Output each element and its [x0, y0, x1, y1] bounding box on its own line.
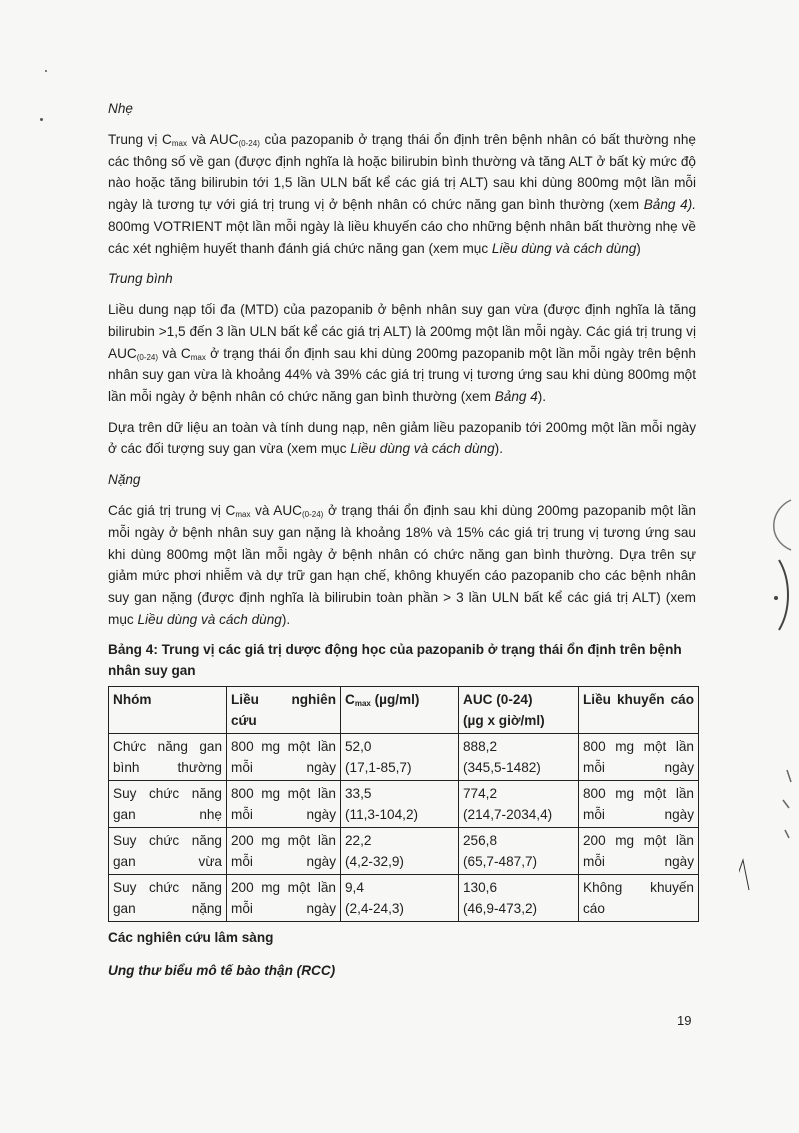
cell-cmax: [341, 734, 459, 781]
table-row: [109, 734, 699, 781]
header-cmax: [341, 687, 459, 734]
text-run: C: [345, 692, 355, 708]
paragraph-moderate-dose: [108, 417, 696, 460]
italic-reference: Bảng 4).: [643, 197, 697, 213]
paragraph-mild: [108, 129, 696, 259]
text-run: 800mg VOTRIENT một lần mỗi ngày là liều khuyến cáo cho những bệnh nhân bất thường nhẹ về các xét nghiệm huyết thanh đánh giá chức năng gan (xem mục: [108, 218, 696, 256]
text-run: ở trạng thái ổn định sau khi dùng 200mg pazopanib một lần mỗi ngày trên bệnh nhân suy gan vừa là khoảng 44% và 39% các giá trị trung vị tương ứng sau khi dùng 800mg một lần mỗi ngày ở bệnh nhân có chức năng gan bình thường (xem: [108, 345, 696, 405]
italic-reference: Liều dùng và cách dùng: [350, 441, 495, 457]
text-run: Liều dung nạp tối đa (MTD) của pazopanib ở bệnh nhân suy gan vừa (được định nghĩa là tăng bilirubin >1,5 đến 3 lần ULN bất kể các giá trị ALT) là 200mg một lần mỗi ngày. Các giá trị trung vị AUC: [108, 302, 696, 361]
cell-group: Suy chức năng gan nhẹ: [109, 781, 227, 828]
section-heading-mild: Nhẹ: [108, 101, 133, 116]
text-run: ): [636, 240, 641, 256]
stamp-edge-mark: [739, 480, 799, 960]
section-heading-clinical: Các nghiên cứu lâm sàng: [108, 930, 274, 946]
subscript: (0-24): [302, 510, 324, 520]
text-run: 52,0: [345, 739, 372, 755]
text-run: (µg/ml): [370, 692, 420, 708]
text-run: (214,7-2034,4): [463, 807, 553, 823]
text-run: (46,9-473,2): [463, 901, 538, 917]
header-recommended: Liều khuyến cáo: [579, 687, 699, 734]
text-run: 33,5: [345, 786, 372, 802]
cell-dose: 800 mg một lần mỗi ngày: [227, 734, 341, 781]
cell-auc: [459, 828, 579, 875]
text-run: 22,2: [345, 833, 372, 849]
text-run: 774,2: [463, 786, 498, 802]
text-run: (65,7-487,7): [463, 854, 538, 870]
text-run: Dựa trên dữ liệu an toàn và tính dung nạp, nên giảm liều pazopanib tới 200mg một lần mỗi ngày ở các đối tượng suy gan vừa (xem mục: [108, 419, 696, 457]
header-dose: Liều nghiên cứu: [227, 687, 341, 734]
subscript: max: [354, 699, 371, 709]
cell-dose: 200 mg một lần mỗi ngày: [227, 828, 341, 875]
section-heading-moderate: Trung bình: [108, 271, 173, 287]
text-run: 130,6: [463, 880, 498, 896]
cell-recommended: Không khuyến cáo: [579, 875, 699, 922]
cell-cmax: [341, 781, 459, 828]
cell-group: Chức năng gan bình thường: [109, 734, 227, 781]
text-run: (2,4-24,3): [345, 901, 404, 917]
cell-auc: [459, 781, 579, 828]
section-heading-rcc: Ung thư biểu mô tế bào thận (RCC): [108, 963, 336, 979]
cell-recommended: 800 mg một lần mỗi ngày: [579, 734, 699, 781]
text-run: 256,8: [463, 833, 498, 849]
header-group: Nhóm: [109, 687, 227, 734]
text-run: (4,2-32,9): [345, 854, 404, 870]
text-run: (µg x giờ/ml): [463, 713, 545, 729]
text-run: (11,3-104,2): [345, 807, 419, 823]
subscript: (0-24): [238, 139, 260, 148]
text-run: (17,1-85,7): [345, 760, 412, 776]
section-heading-severe: Nặng: [108, 472, 141, 488]
text-run: và AUC: [186, 132, 239, 147]
cell-recommended: 800 mg một lần mỗi ngày: [579, 781, 699, 828]
page-number: 19: [677, 1013, 692, 1028]
text-run: 9,4: [345, 880, 364, 896]
subscript: max: [190, 352, 206, 362]
italic-reference: Liều dùng và cách dùng: [137, 611, 282, 627]
subscript: (0-24): [136, 352, 159, 362]
cell-auc: [459, 875, 579, 922]
cell-auc: [459, 734, 579, 781]
text-run: và C: [158, 345, 191, 361]
cell-cmax: [341, 875, 459, 922]
subscript: max: [235, 510, 251, 520]
table-row: [109, 781, 699, 828]
cell-dose: 200 mg một lần mỗi ngày: [227, 875, 341, 922]
scan-speck: [40, 118, 43, 121]
scan-speck: [45, 70, 47, 72]
document-body: [108, 98, 696, 982]
table-caption: Bảng 4: Trung vị các giá trị dược động học của pazopanib ở trạng thái ổn định trên bệnh nhân suy gan: [108, 642, 682, 679]
text-run: của pazopanib ở trạng thái ổn định trên bệnh nhân có bất thường nhẹ các thông số về gan (được định nghĩa là hoặc bilirubin bình thường và tăng ALT ở bất kỳ mức độ nào hoặc tăng bilirubin tới 1,5 lần ULN bất kể các giá trị ALT) sau khi dùng 800mg một lần mỗi ngày là tương tự với giá trị trung vị ở bệnh nhân có chức năng gan bình thường (xem: [108, 132, 696, 213]
text-run: 888,2: [463, 739, 498, 755]
paragraph-severe: [108, 500, 696, 630]
header-auc: [459, 687, 579, 734]
italic-reference: Liều dùng và cách dùng: [491, 240, 637, 256]
subscript: max: [171, 139, 187, 148]
italic-reference: Bảng 4: [494, 389, 538, 405]
cell-dose: 800 mg một lần mỗi ngày: [227, 781, 341, 828]
text-run: Các giá trị trung vị C: [108, 503, 236, 519]
cell-recommended: 200 mg một lần mỗi ngày: [579, 828, 699, 875]
text-run: (345,5-1482): [463, 760, 541, 776]
table-header-row: [109, 687, 699, 734]
cell-group: Suy chức năng gan vừa: [109, 828, 227, 875]
text-run: ).: [494, 441, 503, 457]
table-row: [109, 828, 699, 875]
cell-group: Suy chức năng gan nặng: [109, 875, 227, 922]
table-row: [109, 875, 699, 922]
text-run: ).: [281, 611, 291, 627]
pk-table: [108, 686, 699, 922]
cell-cmax: [341, 828, 459, 875]
paragraph-moderate: [108, 299, 696, 408]
text-run: AUC (0-24): [463, 692, 533, 708]
text-run: ở trạng thái ổn định sau khi dùng 200mg pazopanib một lần mỗi ngày ở bệnh nhân suy gan nặng là khoảng 18% và 15% các giá trị trung vị tương ứng sau khi dùng 800mg một lần mỗi ngày ở bệnh nhân có chức năng gan bình thường. Dựa trên sự giảm mức phơi nhiễm và dự trữ gan hạn chế, không khuyến cáo pazopanib cho các bệnh nhân suy gan nặng (được định nghĩa là bilirubin toàn phần > 3 lần ULN bất kể các giá trị ALT) (xem mục: [108, 503, 696, 627]
text-run: Trung vị C: [108, 132, 172, 147]
text-run: và AUC: [250, 503, 302, 519]
text-run: ).: [537, 389, 547, 405]
